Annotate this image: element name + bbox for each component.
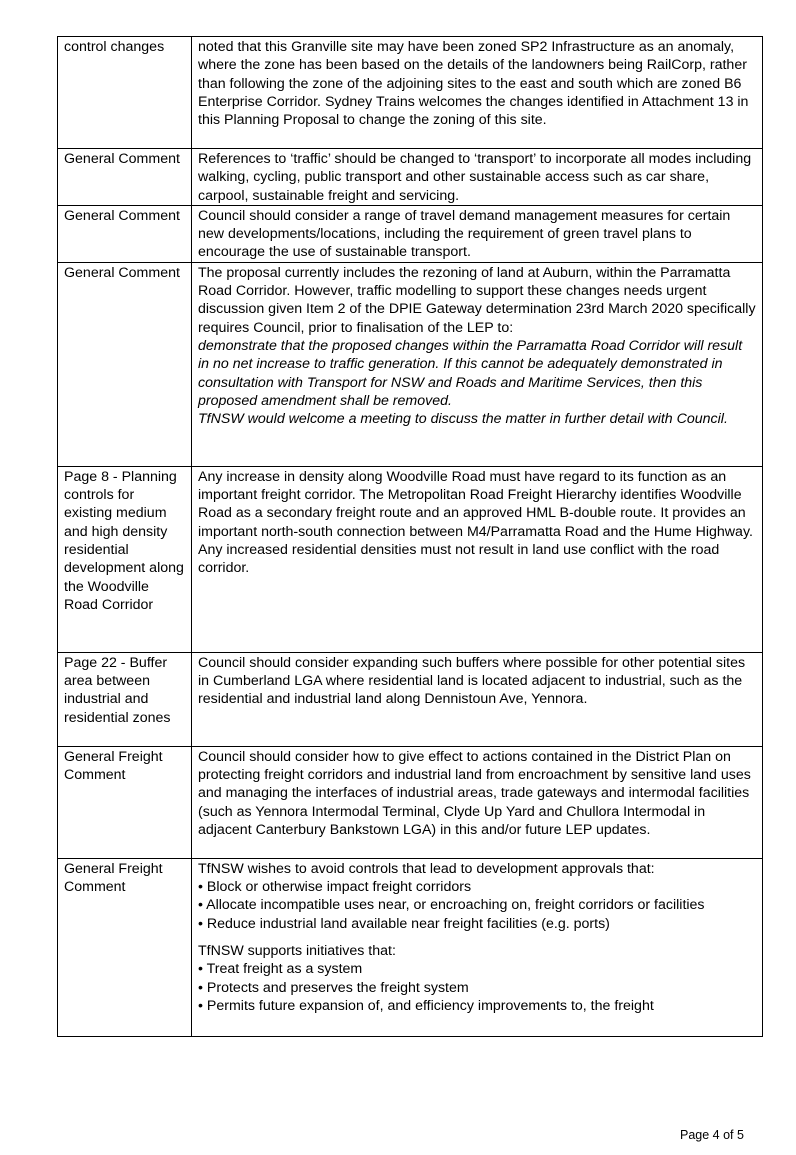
table-row bbox=[58, 205, 763, 262]
avoid-bullet: • Allocate incompatible uses near, or encroaching on, freight corridors or facilities bbox=[198, 897, 705, 914]
avoid-bullet: • Reduce industrial land available near freight facilities (e.g. ports) bbox=[198, 915, 610, 932]
row-label: General Comment bbox=[58, 262, 192, 466]
comments-table bbox=[57, 36, 763, 1037]
quoted-condition: demonstrate that the proposed changes within the Parramatta Road Corridor will result in no net increase to traffic generation. If this cannot be adequately demonstrated in consultation with Transport for NSW and Roads and Maritime Services, then this proposed amendment shall be removed. bbox=[198, 338, 743, 409]
comment-paragraph: Council should consider expanding such buffers where possible for other potential sites in Cumberland LGA where residential land is located adjacent to industrial, such as the residential and industrial land along Dennistoun Ave, Yennora. bbox=[198, 654, 746, 708]
table-row bbox=[58, 262, 763, 466]
comment-paragraph: The proposal currently includes the rezoning of land at Auburn, within the Parramatta Road Corridor. However, traffic modelling to support these changes needs urgent discussion given Item 2 of the DPIE Gateway determination 23rd March 2020 specifically requires Council, prior to finalisation of the LEP to: bbox=[198, 264, 756, 336]
row-label: General Freight Comment bbox=[58, 858, 192, 1036]
table-row bbox=[58, 652, 763, 746]
support-bullet: • Permits future expansion of, and efficiency improvements to, the freight bbox=[198, 997, 654, 1014]
row-label: Page 8 - Planning controls for existing medium and high density residential development along the Woodville Road Corridor bbox=[58, 466, 192, 652]
comment-paragraph: Council should consider how to give effect to actions contained in the District Plan on protecting freight corridors and industrial land from encroachment by sensitive land uses and managing the interfaces of industrial areas, trade gateways and intermodal facilities (such as Yennora Intermodal Terminal, Clyde Up Yard and Chullora Intermodal in adjacent Canterbury Bankstown LGA) in this and/or future LEP updates. bbox=[198, 748, 751, 839]
comment-paragraph: Council should consider a range of travel demand management measures for certain new developments/locations, including the requirement of green travel plans to encourage the use of sustainable transport. bbox=[198, 207, 731, 261]
support-bullet: • Treat freight as a system bbox=[198, 961, 363, 978]
row-label: General Comment bbox=[58, 149, 192, 206]
row-comment bbox=[192, 858, 763, 1036]
table-row bbox=[58, 466, 763, 652]
row-label: control changes bbox=[58, 37, 192, 149]
table-row bbox=[58, 149, 763, 206]
support-intro: TfNSW supports initiatives that: bbox=[198, 943, 396, 960]
row-label: General Freight Comment bbox=[58, 746, 192, 858]
comment-paragraph: References to ‘traffic’ should be changed to ‘transport’ to incorporate all modes including walking, cycling, public transport and other sustainable access such as car share, carpool, sustainable freight and servicing. bbox=[198, 151, 752, 204]
avoid-bullet: • Block or otherwise impact freight corridors bbox=[198, 879, 472, 896]
row-comment bbox=[192, 37, 763, 149]
avoid-intro: TfNSW wishes to avoid controls that lead to development approvals that: bbox=[198, 860, 655, 877]
row-comment bbox=[192, 205, 763, 262]
table-row bbox=[58, 858, 763, 1036]
table-row bbox=[58, 746, 763, 858]
comment-paragraph: noted that this Granville site may have been zoned SP2 Infrastructure as an anomaly, where the zone has been based on the details of the landowners being RailCorp, rather than following the zone of the adjoining sites to the east and south which are zoned B6 Enterprise Corridor. Sydney Trains welcomes the changes identified in Attachment 13 in this Planning Proposal to change the zoning of this site. bbox=[198, 39, 749, 129]
row-comment bbox=[192, 149, 763, 206]
row-label: Page 22 - Buffer area between industrial and residential zones bbox=[58, 652, 192, 746]
row-comment bbox=[192, 746, 763, 858]
meeting-request: TfNSW would welcome a meeting to discuss the matter in further detail with Council. bbox=[198, 411, 728, 428]
table-row bbox=[58, 37, 763, 149]
support-bullet: • Protects and preserves the freight system bbox=[198, 979, 469, 996]
row-comment bbox=[192, 652, 763, 746]
page-number: Page 4 of 5 bbox=[680, 1128, 744, 1142]
row-label: General Comment bbox=[58, 205, 192, 262]
row-comment bbox=[192, 262, 763, 466]
comment-paragraph: Any increase in density along Woodville Road must have regard to its function as an important freight corridor. The Metropolitan Road Freight Hierarchy identifies Woodville Road as a secondary freight route and an approved HML B-double route. It provides an important north-south connection between M4/Parramatta Road and the Hume Highway. Any increased residential densities must not result in land use conflict with the road corridor. bbox=[198, 468, 753, 577]
row-comment bbox=[192, 466, 763, 652]
